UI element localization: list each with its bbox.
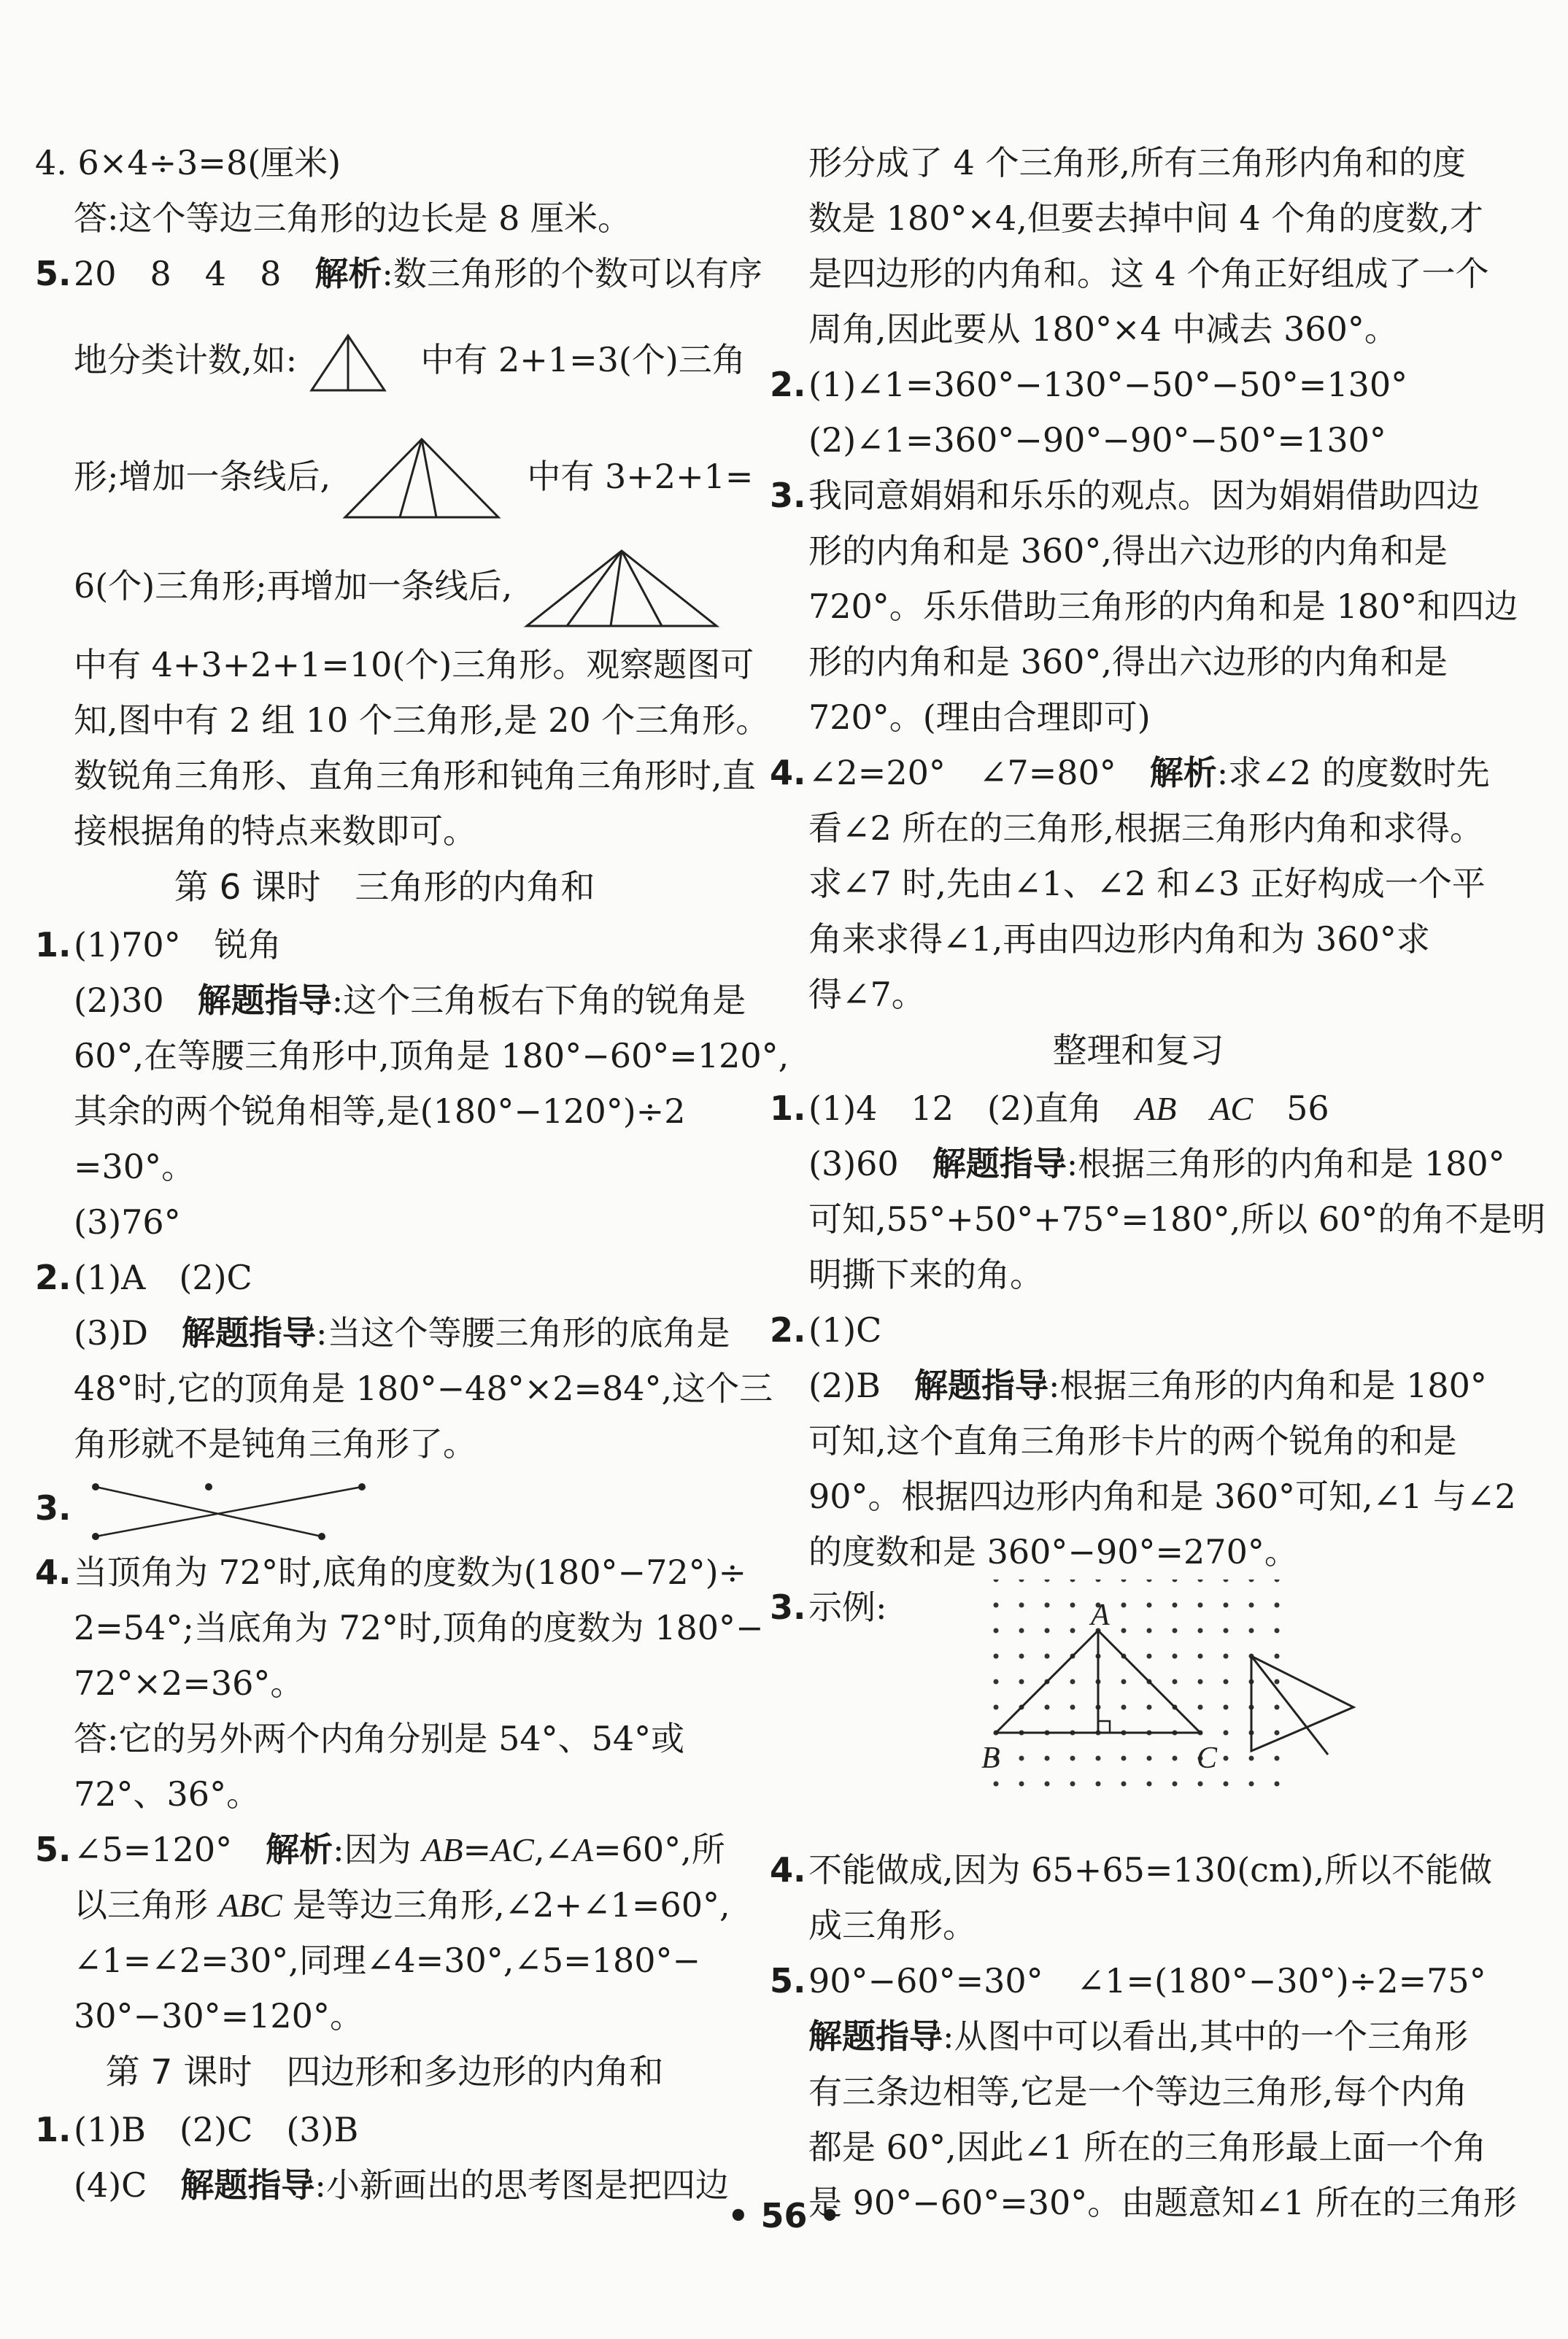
grid-dot: [994, 1628, 999, 1634]
keyword-label: 解析: [1149, 753, 1217, 792]
question-number: 5.: [35, 254, 72, 293]
grid-dot: [1275, 1679, 1280, 1685]
answer-line: 72°×2=36°。: [74, 1663, 304, 1703]
grid-dot: [1173, 1756, 1178, 1761]
section-heading-lesson-6: 第 6 课时 三角形的内角和: [174, 867, 595, 908]
question-number: 5.: [770, 1961, 806, 2000]
answer-line: [35, 917, 734, 973]
question-number: 2.: [770, 365, 806, 404]
triangle-card-inner-line: [1251, 1656, 1328, 1755]
answer-line-with-figure: [35, 1472, 734, 1544]
answer-text: 我同意娟娟和乐乐的观点。因为娟娟借助四边: [808, 476, 1480, 515]
answer-text: 是等边三角形,∠2+∠1=60°,: [282, 1885, 730, 1925]
grid-dot: [1096, 1580, 1101, 1582]
answer-line: 是四边形的内角和。这 4 个角正好组成了一个: [808, 254, 1489, 293]
answer-line: (2)∠1=360°−90°−90°−50°=130°: [808, 420, 1386, 460]
answer-text: (1)∠1=360°−130°−50°−50°=130°: [808, 365, 1408, 404]
answer-line-with-figure: [35, 418, 754, 535]
matching-lines-figure: [85, 1478, 376, 1544]
grid-dot: [1070, 1603, 1075, 1608]
question-number: 2.: [35, 1258, 72, 1297]
answer-line: [770, 1953, 1507, 2009]
answer-text: (1)4 12 (2)直角: [808, 1089, 1136, 1128]
answer-line: 可知,55°+50°+75°=180°,所以 60°的角不是明: [808, 1199, 1546, 1239]
answer-line: [35, 1877, 734, 1933]
answer-text: 当顶角为 72°时,底角的度数为(180°−72°)÷: [74, 1553, 747, 1592]
section-heading-lesson-7: 第 7 课时 四边形和多边形的内角和: [105, 2052, 664, 2092]
answer-line-with-figure: [770, 1580, 1507, 1842]
grid-dot: [1045, 1628, 1050, 1634]
grid-dot: [1121, 1603, 1127, 1608]
grid-dot: [1224, 1756, 1229, 1761]
answer-line: [770, 1358, 1507, 1413]
answer-line: 看∠2 所在的三角形,根据三角形内角和求得。: [808, 808, 1484, 848]
question-number: 3.: [770, 1588, 806, 1627]
answer-line: 有三条边相等,它是一个等边三角形,每个内角: [808, 2072, 1468, 2111]
grid-dot: [1019, 1603, 1024, 1608]
question-number: 1.: [770, 1089, 806, 1128]
grid-dot: [1045, 1756, 1050, 1761]
answer-text: :求∠2 的度数时先: [1216, 753, 1490, 792]
grid-dot: [1198, 1628, 1203, 1634]
grid-dot: [1070, 1782, 1075, 1787]
keyword-label: 解题指导: [180, 2165, 315, 2205]
vertex-label-a: A: [1091, 1598, 1110, 1632]
vertex-label-c: C: [1197, 1741, 1218, 1775]
grid-dot: [1121, 1580, 1127, 1582]
grid-dot: [1173, 1580, 1178, 1582]
answer-line: [770, 468, 1507, 523]
grid-dot: [1173, 1679, 1178, 1685]
answer-text: (1)A (2)C: [74, 1258, 252, 1297]
question-number: 5.: [35, 1830, 72, 1869]
grid-dot: [994, 1782, 999, 1787]
grid-dot: [1275, 1654, 1280, 1659]
grid-dot: [1070, 1679, 1075, 1685]
grid-dot: [1070, 1628, 1075, 1634]
answer-text: :根据三角形的内角和是 180°: [1066, 1144, 1505, 1183]
answer-text: 以三角形: [74, 1885, 219, 1925]
answer-line: 都是 60°,因此∠1 所在的三角形最上面一个角: [808, 2127, 1487, 2167]
segment-label: AB: [422, 1831, 463, 1868]
answer-line: 90°。根据四边形内角和是 360°可知,∠1 与∠2: [808, 1477, 1516, 1516]
answer-line: [770, 2009, 1507, 2064]
answer-line: [770, 357, 1507, 412]
grid-dot: [1121, 1628, 1127, 1634]
answer-line: 中有 4+3+2+1=10(个)三角形。观察题图可: [74, 645, 754, 684]
left-column: [35, 135, 789, 2213]
keyword-label: 解题指导: [914, 1366, 1048, 1405]
grid-dot: [1045, 1580, 1050, 1582]
answer-text: (2)B: [808, 1366, 914, 1405]
answer-text: ∠2=20° ∠7=80°: [808, 753, 1150, 792]
grid-dot: [1147, 1782, 1152, 1787]
grid-dot: [1224, 1731, 1229, 1736]
answer-line: 30°−30°=120°。: [74, 1996, 363, 2035]
answer-text: (3)D: [74, 1313, 182, 1353]
answer-line: [770, 1080, 1507, 1136]
keyword-label: 解析: [266, 1830, 333, 1869]
answer-text: (1)B (2)C (3)B: [74, 2110, 359, 2149]
answer-line: [35, 973, 746, 1028]
segment-label: AB: [1135, 1090, 1177, 1127]
question-number: 3.: [35, 1488, 72, 1528]
right-column: [770, 135, 1546, 2230]
page-number: • 56 •: [727, 2196, 841, 2235]
answer-text: (1)70° 锐角: [74, 925, 282, 964]
grid-dot: [1249, 1782, 1254, 1787]
answer-line: 知,图中有 2 组 10 个三角形,是 20 个三角形。: [74, 700, 770, 740]
answer-text: (4)C: [74, 2165, 181, 2205]
grid-dot: [1121, 1782, 1127, 1787]
grid-dot: [1019, 1679, 1024, 1685]
answer-line: [770, 1136, 1507, 1191]
answer-line-with-figure: [35, 535, 734, 637]
grid-dot: [1198, 1705, 1203, 1710]
grid-dots: [994, 1580, 1280, 1787]
grid-dot: [1198, 1654, 1203, 1659]
answer-line: 4. 6×4÷3=8(厘米): [35, 143, 341, 182]
answer-line: 求∠7 时,先由∠1、∠2 和∠3 正好构成一个平: [808, 864, 1486, 903]
answer-text: (2)30: [74, 981, 198, 1020]
grid-dot: [1096, 1782, 1101, 1787]
triangle-figure-2: [341, 436, 502, 523]
grid-dot: [1224, 1628, 1229, 1634]
answer-line: 形的内角和是 360°,得出六边形的内角和是: [808, 642, 1448, 681]
vertex-label: A: [572, 1831, 594, 1868]
triangle-figure-1: [308, 332, 388, 394]
grid-dot: [1147, 1628, 1152, 1634]
grid-dot: [994, 1654, 999, 1659]
grid-dot: [1147, 1705, 1152, 1710]
grid-dot: [1019, 1756, 1024, 1761]
segment-label: AC: [1210, 1090, 1254, 1127]
grid-dot: [1019, 1782, 1024, 1787]
answer-text: :数三角形的个数可以有序: [382, 254, 762, 293]
grid-dot: [1121, 1756, 1127, 1761]
grid-dot: [1198, 1603, 1203, 1608]
answer-line: 的度数和是 360°−90°=270°。: [808, 1532, 1298, 1571]
grid-dot: [1070, 1580, 1075, 1582]
answer-line: 720°。乐乐借助三角形的内角和是 180°和四边: [808, 587, 1518, 626]
question-number: 4.: [770, 753, 806, 792]
grid-dot: [1275, 1580, 1280, 1582]
answer-line: 60°,在等腰三角形中,顶角是 180°−60°=120°,: [74, 1036, 789, 1075]
grid-dot: [1224, 1580, 1229, 1582]
answer-text: =60°,所: [593, 1830, 725, 1869]
answer-line: 答:它的另外两个内角分别是 54°、54°或: [74, 1719, 685, 1758]
keyword-label: 解题指导: [808, 2017, 943, 2056]
question-number: 2.: [770, 1310, 806, 1350]
grid-dot: [1121, 1679, 1127, 1685]
question-number: 4.: [770, 1850, 806, 1890]
grid-dot: [1045, 1603, 1050, 1608]
grid-dot: [1275, 1731, 1280, 1736]
answer-text: :因为: [333, 1830, 422, 1869]
answer-line: 得∠7。: [808, 975, 925, 1014]
grid-dot: [1045, 1782, 1050, 1787]
answer-line: (3)76°: [74, 1202, 181, 1242]
answer-line: 形的内角和是 360°,得出六边形的内角和是: [808, 531, 1448, 571]
answer-line: 数锐角三角形、直角三角形和钝角三角形时,直: [74, 756, 756, 795]
grid-dot: [1249, 1580, 1254, 1582]
answer-line: =30°。: [74, 1147, 196, 1186]
answer-text: 中有 3+2+1=: [527, 457, 754, 496]
answer-line: 2=54°;当底角为 72°时,顶角的度数为 180°−: [74, 1608, 764, 1647]
answer-text: (3)60: [808, 1144, 932, 1183]
answer-line: 数是 180°×4,但要去掉中间 4 个角的度数,才: [808, 198, 1483, 238]
grid-dot: [1249, 1603, 1254, 1608]
answer-line: 形分成了 4 个三角形,所有三角形内角和的度: [808, 143, 1467, 182]
answer-line: [770, 1842, 1507, 1898]
grid-dot: [1224, 1603, 1229, 1608]
keyword-label: 解题指导: [182, 1313, 317, 1353]
answer-text: 6(个)三角形;再增加一条线后,: [74, 566, 513, 606]
grid-dot: [1096, 1756, 1101, 1761]
segment-label: AC: [491, 1831, 534, 1868]
question-number: 3.: [770, 476, 806, 515]
answer-text: 90°−60°=30° ∠1=(180°−30°)÷2=75°: [808, 1961, 1486, 2000]
answer-text: :从图中可以看出,其中的一个三角形: [943, 2017, 1469, 2056]
grid-dot: [1224, 1705, 1229, 1710]
answer-line: 其余的两个锐角相等,是(180°−120°)÷2: [74, 1091, 686, 1131]
answer-line: 角来求得∠1,再由四边形内角和为 360°求: [808, 919, 1430, 959]
grid-dot: [994, 1603, 999, 1608]
grid-dot: [1224, 1654, 1229, 1659]
answer-line-with-figure: [35, 301, 746, 418]
grid-dot: [1224, 1679, 1229, 1685]
question-number: 1.: [35, 925, 72, 964]
answer-line: 成三角形。: [808, 1906, 976, 1945]
answer-line: [35, 2102, 734, 2157]
grid-dot: [1019, 1628, 1024, 1634]
answer-line: 答:这个等边三角形的边长是 8 厘米。: [74, 198, 632, 238]
grid-dot: [1224, 1782, 1229, 1787]
answer-text: :根据三角形的内角和是 180°: [1048, 1366, 1487, 1405]
answer-line: [35, 1305, 734, 1361]
answer-text: 形;增加一条线后,: [74, 457, 331, 496]
answer-text: =: [463, 1830, 492, 1869]
answer-line: 周角,因此要从 180°×4 中减去 360°。: [808, 309, 1398, 349]
answer-text: 地分类计数,如:: [74, 340, 298, 379]
grid-dot: [1121, 1705, 1127, 1710]
vertex-label-b: B: [981, 1741, 1000, 1775]
question-number: 1.: [35, 2110, 72, 2149]
triangle-label: ABC: [218, 1887, 282, 1924]
answer-line: 72°、36°。: [74, 1774, 260, 1814]
answer-text: 20 8 4 8: [74, 254, 315, 293]
grid-dot: [1173, 1782, 1178, 1787]
answer-text: :当这个等腰三角形的底角是: [316, 1313, 730, 1353]
question-number: 4.: [35, 1553, 72, 1592]
grid-dot: [1249, 1756, 1254, 1761]
keyword-label: 解题指导: [932, 1144, 1067, 1183]
grid-dot: [1198, 1782, 1203, 1787]
answer-text: 示例:: [808, 1588, 887, 1627]
grid-dot: [1147, 1580, 1152, 1582]
grid-dot: [1045, 1654, 1050, 1659]
answer-line: 明撕下来的角。: [808, 1255, 1043, 1294]
answer-text: (1)C: [808, 1310, 882, 1350]
grid-dot: [1147, 1603, 1152, 1608]
grid-dot: [1275, 1782, 1280, 1787]
grid-dot: [1070, 1756, 1075, 1761]
dot-grid-figure: [887, 1580, 1470, 1842]
answer-line: [35, 1250, 734, 1305]
grid-dot: [1275, 1628, 1280, 1634]
answer-text: 不能做成,因为 65+65=130(cm),所以不能做: [808, 1850, 1493, 1890]
grid-dot: [1249, 1628, 1254, 1634]
grid-dot: [994, 1580, 999, 1582]
section-heading-review: 整理和复习: [1052, 1031, 1224, 1071]
grid-dot: [1147, 1756, 1152, 1761]
grid-dot: [1173, 1628, 1178, 1634]
answer-text: 56: [1253, 1089, 1329, 1128]
triangle-card-outline: [1251, 1656, 1353, 1751]
grid-dot: [1275, 1705, 1280, 1710]
answer-line: 可知,这个直角三角形卡片的两个锐角的和是: [808, 1421, 1457, 1461]
answer-line: [35, 1544, 747, 1600]
triangle-figure-3: [523, 547, 720, 631]
grid-dot: [1045, 1705, 1050, 1710]
grid-dot: [994, 1705, 999, 1710]
keyword-label: 解题指导: [197, 981, 332, 1020]
grid-dot: [1173, 1654, 1178, 1659]
grid-dot: [1198, 1679, 1203, 1685]
answer-line: 是 90°−60°=30°。由题意知∠1 所在的三角形: [808, 2183, 1517, 2222]
grid-dot: [1198, 1580, 1203, 1582]
grid-dot: [1019, 1654, 1024, 1659]
answer-text: :这个三角板右下角的锐角是: [331, 981, 746, 1020]
answer-line: 720°。(理由合理即可): [808, 697, 1151, 737]
grid-dot: [1275, 1756, 1280, 1761]
answer-text: ∠5=120°: [74, 1830, 266, 1869]
answer-line: [35, 1822, 734, 1877]
answer-text: ,∠: [533, 1830, 573, 1869]
answer-line: [770, 745, 1507, 800]
answer-text: :小新画出的思考图是把四边: [314, 2165, 729, 2205]
answer-line: 48°时,它的顶角是 180°−48°×2=84°,这个三: [74, 1369, 773, 1408]
answer-line: 角形就不是钝角三角形了。: [74, 1424, 476, 1464]
grid-dot: [1070, 1705, 1075, 1710]
answer-text: [1176, 1089, 1210, 1128]
answer-line: 接根据角的特点来数即可。: [74, 811, 476, 851]
keyword-label: 解析: [314, 254, 382, 293]
answer-line: [35, 246, 762, 301]
grid-dot: [1019, 1580, 1024, 1582]
grid-dot: [1147, 1654, 1152, 1659]
answer-line: [770, 1302, 1507, 1358]
grid-dot: [994, 1679, 999, 1685]
answer-line: ∠1=∠2=30°,同理∠4=30°,∠5=180°−: [74, 1941, 701, 1980]
grid-dot: [1275, 1603, 1280, 1608]
answer-text: 中有 2+1=3(个)三角: [420, 340, 746, 379]
grid-dot: [1173, 1603, 1178, 1608]
